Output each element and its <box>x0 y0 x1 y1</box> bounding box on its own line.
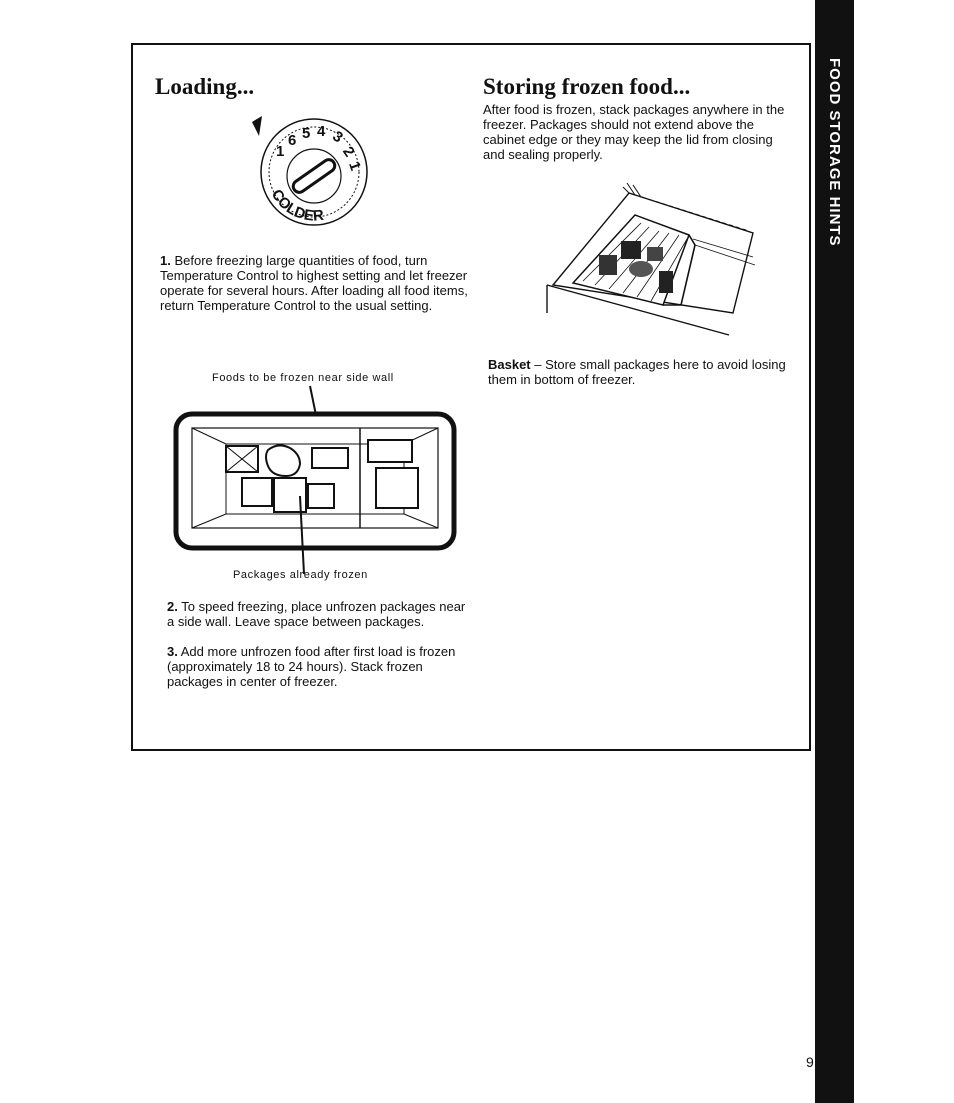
side-tab-label: FOOD STORAGE HINTS <box>826 58 843 247</box>
dial-number: 1 <box>276 143 285 160</box>
diagram-top-label: Foods to be frozen near side wall <box>212 372 394 384</box>
step-2 <box>167 599 472 629</box>
package <box>621 241 641 259</box>
temperature-dial-illustration <box>250 112 375 225</box>
step-3 <box>167 644 472 689</box>
dial-knob-handle <box>291 157 337 194</box>
dial-number: 2 <box>339 143 358 161</box>
basket-text: – Store small packages here to avoid losing them in bottom of freezer. <box>488 357 786 387</box>
step-number: 2. <box>167 599 178 614</box>
loading-heading: Loading... <box>155 74 255 99</box>
package <box>242 478 272 506</box>
package <box>647 247 663 261</box>
package <box>368 440 412 462</box>
storing-heading: Storing frozen food... <box>483 74 691 99</box>
package <box>629 261 653 277</box>
dial-colder-label: COLDER <box>267 186 325 225</box>
storing-paragraph: After food is frozen, stack packages anywhere in the freezer. Packages should not extend above the cabinet edge or they may keep the lid from closing and sealing properly. <box>483 102 785 162</box>
step-number: 3. <box>167 644 178 659</box>
dial-number: 3 <box>329 127 346 147</box>
freezer-loading-diagram <box>172 384 457 584</box>
dial-number: 1 <box>345 159 364 173</box>
page-number: 9 <box>806 1054 814 1070</box>
dial-number: 5 <box>302 125 311 142</box>
package <box>599 255 617 275</box>
step-text: To speed freezing, place unfrozen packages near a side wall. Leave space between packages. <box>167 599 466 629</box>
diagram-bottom-label: Packages already frozen <box>233 569 368 581</box>
step-1 <box>160 253 495 313</box>
package <box>376 468 418 508</box>
step-number: 1. <box>160 253 171 268</box>
pointer-arrow-icon <box>252 116 262 136</box>
basket-term: Basket <box>488 357 531 372</box>
package <box>659 271 673 293</box>
dial-number: 4 <box>317 123 326 140</box>
step-text: Add more unfrozen food after first load is frozen (approximately 18 to 24 hours). Stack frozen packages in center of freezer. <box>167 644 456 689</box>
basket-caption <box>488 357 793 387</box>
step-text: Before freezing large quantities of food, turn Temperature Control to highest setting and let freezer operate for several hours. After loading all food items, return Temperature Control to the usual setting. <box>160 253 468 313</box>
freezer-basket-illustration <box>543 185 783 335</box>
package <box>312 448 348 468</box>
package <box>308 484 334 508</box>
dial-number: 6 <box>288 132 297 149</box>
